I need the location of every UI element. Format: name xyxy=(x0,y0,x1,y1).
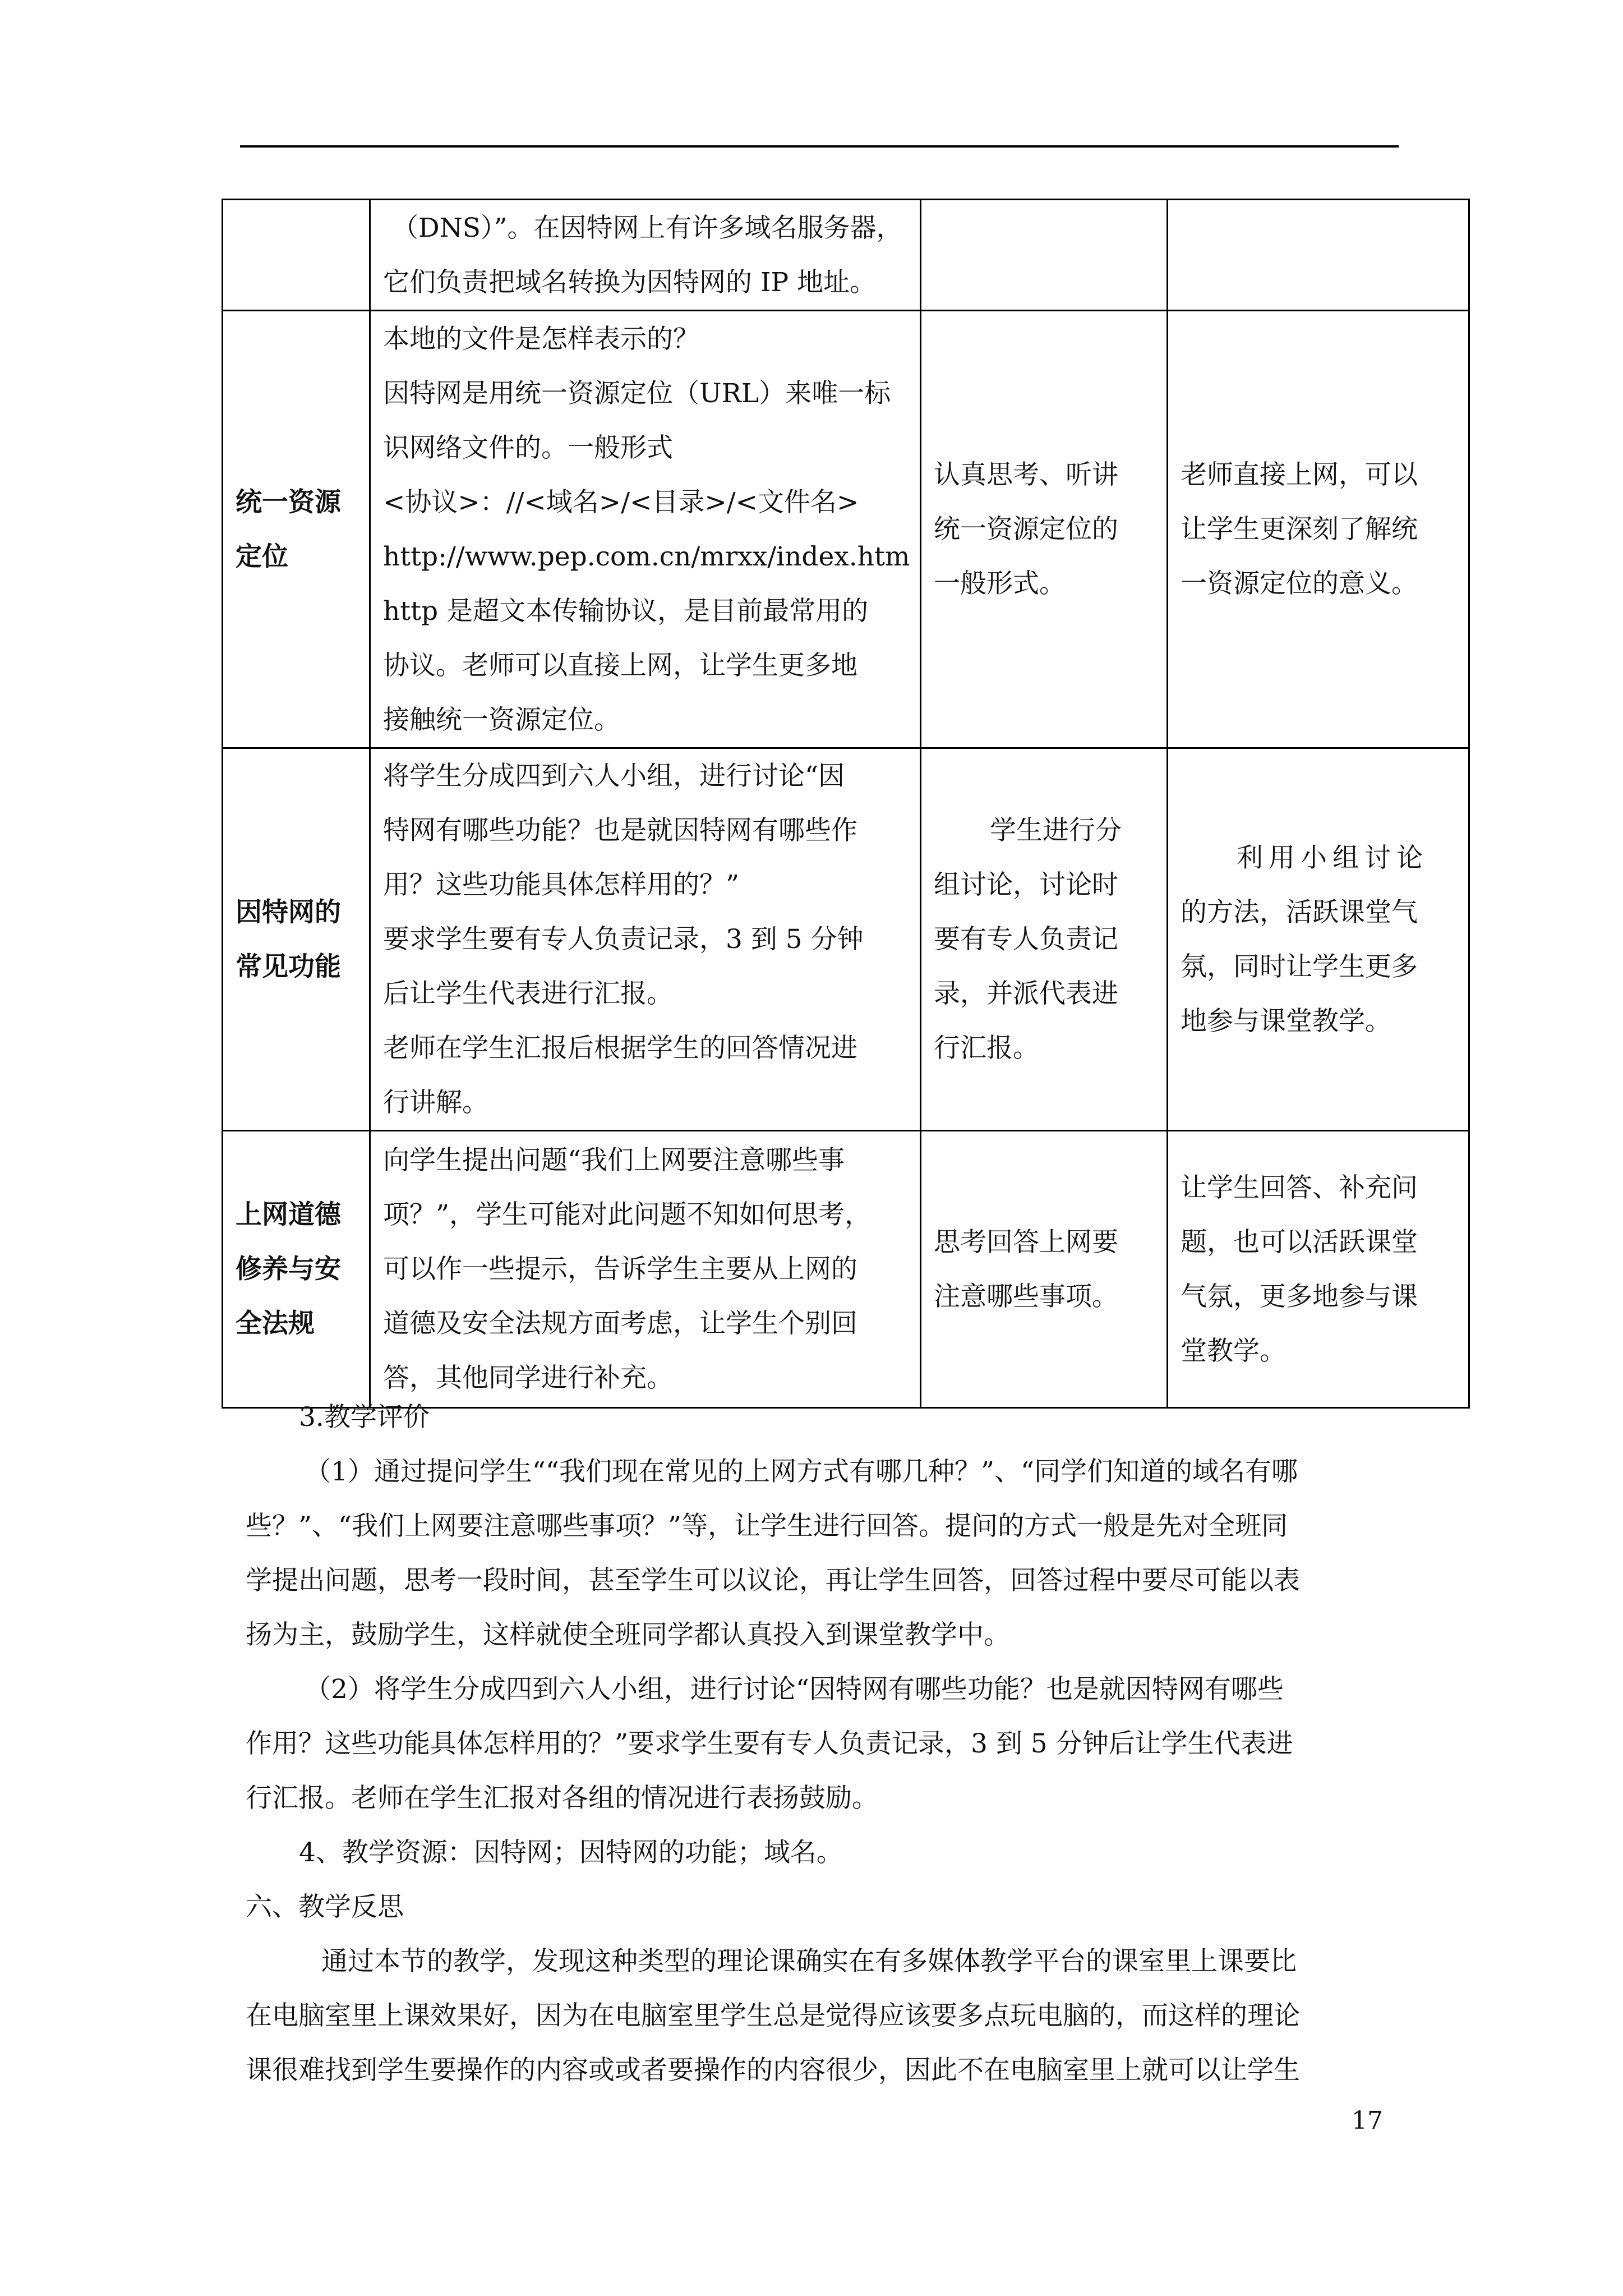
content-line: 答，其他同学进行补充。 xyxy=(383,1363,673,1393)
student-line: 组讨论，讨论时 xyxy=(934,869,1118,900)
design-intent-cell xyxy=(1168,200,1469,311)
student-activity-cell xyxy=(921,200,1168,311)
content-line: 接触统一资源定位。 xyxy=(383,704,620,735)
intent-line: 一资源定位的意义。 xyxy=(1181,568,1418,599)
evaluation-para-1-line: 些？”、“我们上网要注意哪些事项？”等，让学生进行回答。提问的方式一般是先对全班同 xyxy=(246,1511,1288,1542)
content-line: <协议>：//<域名>/<目录>/<文件名> xyxy=(383,486,859,518)
evaluation-para-2-line: 作用？这些功能具体怎样用的？”要求学生要有专人负责记录，3 到 5 分钟后让学生代表进 xyxy=(246,1728,1293,1759)
content-line: 道德及安全法规方面考虑，让学生个别回 xyxy=(383,1308,857,1339)
content-cell xyxy=(370,1131,921,1408)
content-line: http://www.pep.com.cn/mrxx/index.htm xyxy=(383,541,910,572)
content-line: 向学生提出问题“我们上网要注意哪些事 xyxy=(383,1145,845,1176)
content-line: 老师在学生汇报后根据学生的回答情况进 xyxy=(383,1033,857,1064)
content-line: 特网有哪些功能？也是就因特网有哪些作 xyxy=(383,815,857,846)
content-line: 要求学生要有专人负责记录，3 到 5 分钟 xyxy=(383,924,864,955)
page-number: 17 xyxy=(1352,2106,1383,2135)
design-intent-cell xyxy=(1168,748,1469,1131)
content-cell xyxy=(370,311,921,748)
reflection-line: 在电脑室里上课效果好，因为在电脑室里学生总是觉得应该要多点玩电脑的，而这样的理论 xyxy=(246,2000,1300,2031)
student-activity-cell xyxy=(921,748,1168,1131)
design-intent-cell xyxy=(1168,311,1469,748)
topic-line: 上网道德 xyxy=(236,1199,341,1230)
intent-line: 的方法，活跃课堂气 xyxy=(1181,896,1418,928)
topic-cell xyxy=(223,311,370,748)
intent-line: 老师直接上网，可以 xyxy=(1181,459,1418,490)
content-line: 本地的文件是怎样表示的？ xyxy=(383,323,699,355)
content-line: 将学生分成四到六人小组，进行讨论“因 xyxy=(383,761,845,792)
table-row-dns xyxy=(223,200,1469,311)
header-rule xyxy=(240,145,1399,148)
table-row-url xyxy=(223,311,1469,748)
topic-cell xyxy=(223,200,370,311)
content-line: 用？这些功能具体怎样用的？” xyxy=(383,869,740,900)
reflection-line: 课很难找到学生要操作的内容或或者要操作的内容很少，因此不在电脑室里上就可以让学生 xyxy=(246,2055,1300,2086)
evaluation-para-2-line: （2）将学生分成四到六人小组，进行讨论“因特网有哪些功能？也是就因特网有哪些 xyxy=(305,1674,1284,1705)
student-activity-cell xyxy=(921,1131,1168,1408)
content-cell xyxy=(370,200,921,311)
intent-line: 地参与课堂教学。 xyxy=(1181,1005,1391,1037)
topic-cell xyxy=(223,748,370,1131)
evaluation-para-1-line: 扬为主，鼓励学生，这样就使全班同学都认真投入到课堂教学中。 xyxy=(246,1619,1010,1650)
topic-line: 常见功能 xyxy=(236,951,341,982)
evaluation-para-2-line: 行汇报。老师在学生汇报对各组的情况进行表扬鼓励。 xyxy=(246,1783,878,1814)
content-line: 后让学生代表进行汇报。 xyxy=(383,978,673,1009)
intent-line: 利用小组讨论 xyxy=(1237,842,1428,873)
content-line: 行讲解。 xyxy=(383,1087,488,1118)
intent-line: 让学生更深刻了解统 xyxy=(1181,514,1418,545)
content-line: 项？”，学生可能对此问题不知如何思考， xyxy=(383,1199,872,1230)
topic-line: 因特网的 xyxy=(236,896,341,928)
student-line: 认真思考、听讲 xyxy=(934,459,1118,490)
student-activity-cell xyxy=(921,311,1168,748)
table-row-ethics xyxy=(223,1131,1469,1408)
content-line: 它们负责把域名转换为因特网的 IP 地址。 xyxy=(383,266,877,298)
topic-line: 全法规 xyxy=(236,1308,315,1339)
student-line: 思考回答上网要 xyxy=(934,1226,1118,1258)
student-line: 统一资源定位的 xyxy=(934,514,1118,545)
content-cell xyxy=(370,748,921,1131)
student-line: 要有专人负责记 xyxy=(934,924,1118,955)
reflection-line: 通过本节的教学，发现这种类型的理论课确实在有多媒体教学平台的课室里上课要比 xyxy=(321,1946,1297,1977)
intent-line: 氛，同时让学生更多 xyxy=(1181,951,1418,982)
content-line: （DNS）”。在因特网上有许多域名服务器， xyxy=(392,212,903,243)
evaluation-heading: 3.教学评价 xyxy=(299,1402,430,1433)
evaluation-para-1-line: （1）通过提问学生““我们现在常见的上网方式有哪几种？”、“同学们知道的域名有哪 xyxy=(305,1456,1298,1487)
student-line: 学生进行分 xyxy=(990,815,1122,846)
student-line: 注意哪些事项。 xyxy=(934,1281,1118,1312)
design-intent-cell xyxy=(1168,1131,1469,1408)
topic-cell xyxy=(223,1131,370,1408)
reflection-heading: 六、教学反思 xyxy=(246,1892,404,1922)
intent-line: 气氛，更多地参与课 xyxy=(1181,1281,1418,1312)
intent-line: 题，也可以活跃课堂 xyxy=(1181,1226,1418,1258)
intent-line: 让学生回答、补充问 xyxy=(1181,1172,1418,1203)
intent-line: 堂教学。 xyxy=(1181,1335,1286,1366)
content-line: 识网络文件的。一般形式 xyxy=(383,432,673,463)
lesson-table xyxy=(222,199,1470,1409)
content-line: 可以作一些提示，告诉学生主要从上网的 xyxy=(383,1254,857,1285)
student-line: 行汇报。 xyxy=(934,1033,1039,1064)
topic-line: 统一资源 xyxy=(236,486,341,518)
student-line: 录，并派代表进 xyxy=(934,978,1118,1009)
student-line: 一般形式。 xyxy=(934,568,1066,599)
content-line: http 是超文本传输协议，是目前最常用的 xyxy=(383,595,869,627)
topic-line: 定位 xyxy=(236,541,288,572)
evaluation-section xyxy=(246,1390,1401,2097)
resources-line: 4、教学资源：因特网；因特网的功能；域名。 xyxy=(299,1837,843,1868)
table-row-functions xyxy=(223,748,1469,1131)
content-line: 协议。老师可以直接上网，让学生更多地 xyxy=(383,650,857,681)
topic-line: 修养与安 xyxy=(236,1254,341,1285)
evaluation-para-1-line: 学提出问题，思考一段时间，甚至学生可以议论，再让学生回答，回答过程中要尽可能以表 xyxy=(246,1565,1300,1596)
content-line: 因特网是用统一资源定位（URL）来唯一标 xyxy=(383,378,891,409)
